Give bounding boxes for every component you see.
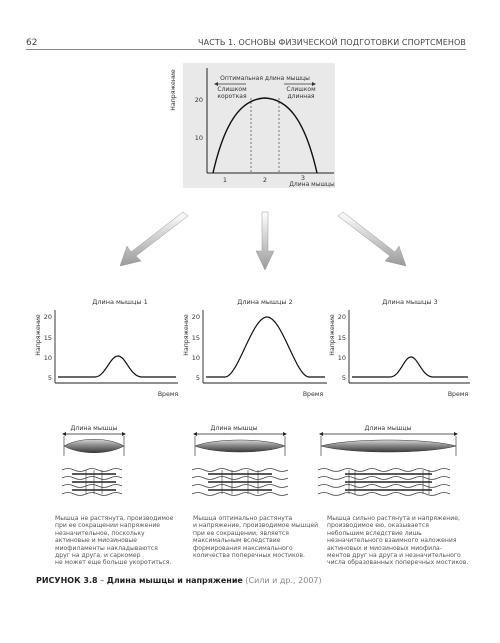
figure-title: Длина мышцы и напряжение	[106, 576, 243, 585]
panel-2-ylabel: Напряжение	[183, 314, 190, 356]
caption-1	[55, 515, 185, 567]
panel-2-xlabel: Время	[302, 391, 324, 398]
arrow-left	[120, 212, 188, 266]
top-chart	[170, 63, 335, 188]
panel-1-title: Длина мышцы 1	[92, 298, 148, 306]
arrow-center	[256, 212, 274, 270]
too-short-label-1: Слишком	[217, 86, 247, 93]
caption-3	[327, 515, 477, 567]
muscle-3	[318, 425, 458, 496]
panel-2-ytick-20: 20	[191, 313, 200, 321]
panel-1-chart	[35, 298, 178, 398]
caption-1-line: не может еще больше укоротиться.	[55, 559, 172, 567]
caption-3-line: актиновых и миозиновых миофила-	[327, 544, 442, 552]
panel-2-ytick-15: 15	[191, 334, 200, 342]
top-ytick-10: 10	[194, 134, 203, 142]
panel-1-curve	[58, 356, 176, 377]
panel-1-ytick-5: 5	[47, 374, 52, 382]
top-ytick-20: 20	[194, 96, 203, 104]
panel-1-ytick-20: 20	[43, 313, 52, 321]
muscle-3-body	[321, 440, 456, 452]
caption-1-line: миофиламенты накладываются	[55, 544, 158, 552]
panel-2-curve	[206, 317, 325, 377]
caption-1-line: друг на друга, и саркомер	[55, 552, 141, 560]
top-chart-ylabel: Напряжение	[170, 69, 177, 111]
panel-3-chart	[329, 298, 470, 398]
panel-1-ytick-15: 15	[43, 334, 52, 342]
panel-3-title: Длина мышцы 3	[382, 298, 438, 306]
arrows	[120, 212, 406, 270]
caption-3-line: производимое ею, оказывается	[327, 522, 429, 530]
caption-3-line: незначительного взаимного наложения	[327, 537, 457, 545]
figure-dash: –	[97, 576, 107, 585]
caption-1-line: актиновые и миозиновые	[55, 537, 137, 545]
figure-caption	[36, 576, 322, 585]
panel-3-curve	[352, 357, 468, 377]
panel-1-ytick-10: 10	[43, 354, 52, 362]
muscle-2	[192, 425, 288, 496]
caption-2-line: формирования максимального	[193, 544, 293, 552]
figure-label: РИСУНОК 3.8	[36, 576, 98, 585]
caption-1-line: незначительное, поскольку	[55, 529, 145, 537]
panel-2-ytick-5: 5	[195, 374, 200, 382]
caption-2-line: количества поперечных мостиков.	[193, 552, 305, 560]
too-long-label-1: Слишком	[286, 86, 316, 93]
muscle-2-label: Длина мышцы	[210, 425, 258, 432]
panel-1-ylabel: Напряжение	[35, 314, 42, 356]
panel-3-ytick-5: 5	[341, 374, 346, 382]
panel-2-ytick-10: 10	[191, 354, 200, 362]
too-long-label-2: длинная	[287, 93, 315, 100]
panel-2-title: Длина мышцы 2	[237, 298, 293, 306]
caption-1-line: Мышца не растянута, производимое	[55, 515, 174, 522]
top-chart-xlabel: Длина мышцы	[289, 181, 335, 188]
muscle-2-body	[195, 440, 285, 452]
caption-2-line: Мышца оптимально растянута	[193, 515, 293, 522]
page-number: 62	[26, 38, 38, 48]
caption-3-line: Мышца сильно растянута и напряжение,	[327, 515, 460, 522]
caption-3-line: небольшим вследствие лишь	[327, 529, 422, 537]
top-xtick-1: 1	[222, 176, 228, 184]
too-short-label-2: короткая	[217, 93, 247, 100]
panel-3-ytick-20: 20	[337, 313, 346, 321]
panel-3-xlabel: Время	[447, 391, 469, 398]
panel-2-chart	[183, 298, 327, 398]
panel-3-ylabel: Напряжение	[329, 314, 336, 356]
optimal-length-label: Оптимальная длина мышцы	[220, 75, 310, 82]
muscle-1-body	[64, 439, 124, 453]
muscle-3-label: Длина мышцы	[364, 425, 412, 432]
muscle-1	[62, 425, 126, 496]
caption-2	[193, 515, 328, 559]
caption-1-line: при ее сокращении напряжение	[55, 522, 161, 530]
caption-3-line: числа образованных поперечных мостиков.	[327, 559, 469, 567]
caption-2-line: и напряжение, производимое мышцей	[193, 522, 319, 530]
top-xtick-3: 3	[300, 174, 306, 182]
muscle-1-label: Длина мышцы	[70, 425, 118, 432]
running-title: ЧАСТЬ 1. ОСНОВЫ ФИЗИЧЕСКОЙ ПОДГОТОВКИ СПОРТСМЕНОВ	[197, 38, 466, 47]
muscle-2-myosin	[208, 474, 272, 490]
figure-source: (Сили и др., 2007)	[242, 576, 322, 585]
panel-3-ytick-10: 10	[337, 354, 346, 362]
caption-2-line: при ее сокращении, является	[193, 529, 289, 537]
caption-2-line: максимальным вследствие	[193, 537, 281, 545]
caption-3-line: ментов друг на друга и незначительного	[327, 552, 461, 560]
top-xtick-2: 2	[262, 176, 268, 184]
panel-3-ytick-15: 15	[337, 334, 346, 342]
panel-1-xlabel: Время	[157, 391, 179, 398]
arrow-right	[338, 212, 406, 266]
